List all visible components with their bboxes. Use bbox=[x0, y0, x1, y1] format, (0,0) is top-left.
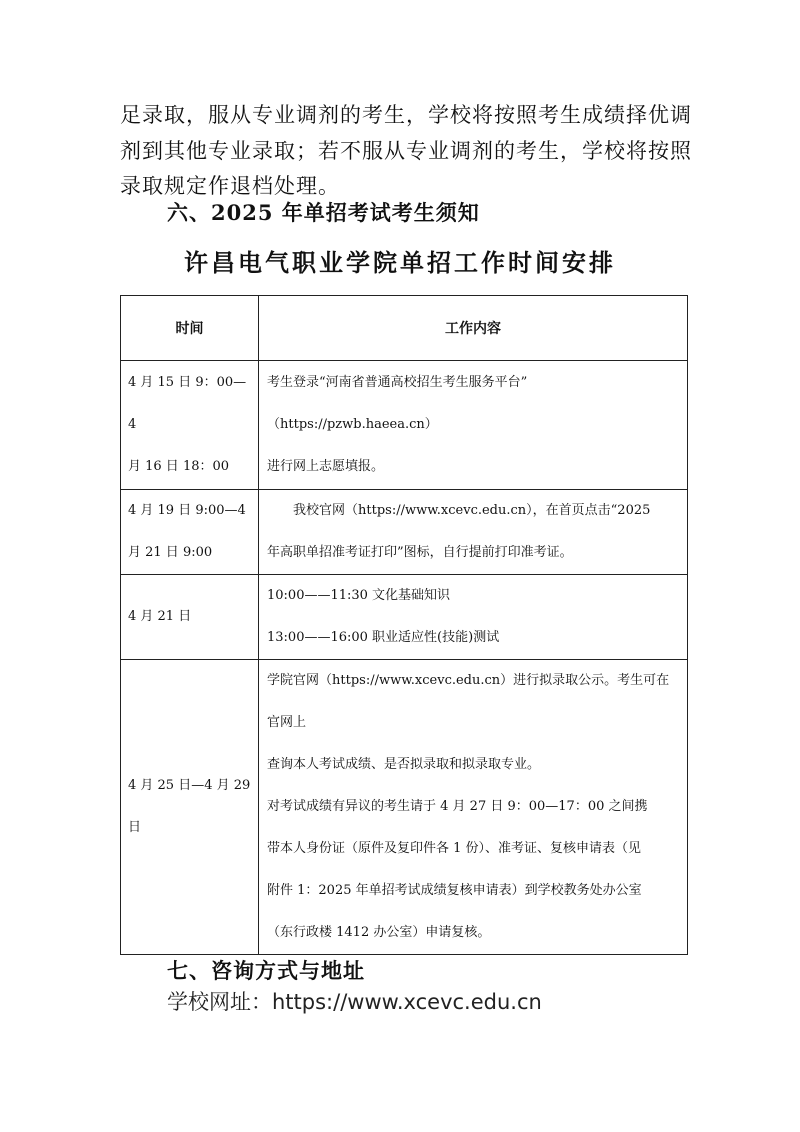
header-time: 时间 bbox=[121, 296, 259, 361]
content-line: 附件 1：2025 年单招考试成绩复核申请表）到学校教务处办公室 bbox=[267, 883, 642, 898]
time-line: 4 月 19 日 9:00—4 bbox=[128, 503, 246, 518]
school-website-line: 学校网址：https://www.xcevc.edu.cn bbox=[167, 990, 542, 1014]
time-line: 日 bbox=[128, 820, 142, 835]
table-row bbox=[121, 660, 688, 955]
time-cell bbox=[121, 575, 259, 660]
content-cell bbox=[259, 361, 688, 490]
intro-line: 录取规定作退档处理。 bbox=[120, 174, 340, 198]
time-line: 4 月 25 日—4 月 29 bbox=[128, 778, 251, 793]
intro-line: 足录取，服从专业调剂的考生，学校将按照考生成绩择优调 bbox=[120, 103, 692, 127]
content-line: 查询本人考试成绩、是否拟录取和拟录取专业。 bbox=[267, 757, 541, 772]
content-cell bbox=[259, 575, 688, 660]
content-line: 考生登录“河南省普通高校招生考生服务平台” bbox=[267, 375, 528, 390]
content-line: 13:00——16:00 职业适应性(技能)测试 bbox=[267, 630, 500, 645]
intro-line: 剂到其他专业录取；若不服从专业调剂的考生，学校将按照 bbox=[120, 138, 692, 163]
content-cell bbox=[259, 660, 688, 955]
content-line: 官网上 bbox=[267, 715, 307, 730]
time-line: 4 月 21 日 bbox=[128, 609, 192, 624]
table-row bbox=[121, 575, 688, 660]
time-line: 4 月 15 日 9：00—4 bbox=[128, 375, 247, 432]
table-header-row bbox=[121, 296, 688, 361]
intro-paragraph bbox=[120, 98, 700, 205]
schedule-table-title: 许昌电气职业学院单招工作时间安排 bbox=[184, 248, 616, 277]
time-line: 月 16 日 18：00 bbox=[128, 459, 230, 474]
table-row bbox=[121, 361, 688, 490]
content-line: 进行网上志愿填报。 bbox=[267, 459, 385, 474]
time-cell bbox=[121, 361, 259, 490]
table-row bbox=[121, 490, 688, 575]
content-cell bbox=[259, 490, 688, 575]
content-line: （https://pzwb.haeea.cn） bbox=[267, 417, 438, 432]
content-line: 年高职单招准考证打印”图标，自行提前打印准考证。 bbox=[267, 545, 573, 560]
content-line: 10:00——11:30 文化基础知识 bbox=[267, 588, 451, 603]
section-6-heading: 六、2025 年单招考试考生须知 bbox=[167, 200, 480, 225]
content-line: （东行政楼 1412 办公室）申请复核。 bbox=[267, 925, 491, 940]
content-line: 带本人身份证（原件及复印件各 1 份）、准考证、复核申请表（见 bbox=[267, 841, 642, 856]
content-line: 对考试成绩有异议的考生请于 4 月 27 日 9：00—17：00 之间携 bbox=[267, 799, 648, 814]
time-cell bbox=[121, 660, 259, 955]
time-cell bbox=[121, 490, 259, 575]
content-line: 学院官网（https://www.xcevc.edu.cn）进行拟录取公示。考生可在 bbox=[267, 673, 670, 688]
section-7-heading: 七、咨询方式与地址 bbox=[167, 958, 365, 983]
content-line: 我校官网（https://www.xcevc.edu.cn），在首页点击“2025 bbox=[293, 503, 651, 518]
header-content: 工作内容 bbox=[259, 296, 688, 361]
schedule-table bbox=[120, 295, 688, 955]
time-line: 月 21 日 9:00 bbox=[128, 545, 213, 560]
